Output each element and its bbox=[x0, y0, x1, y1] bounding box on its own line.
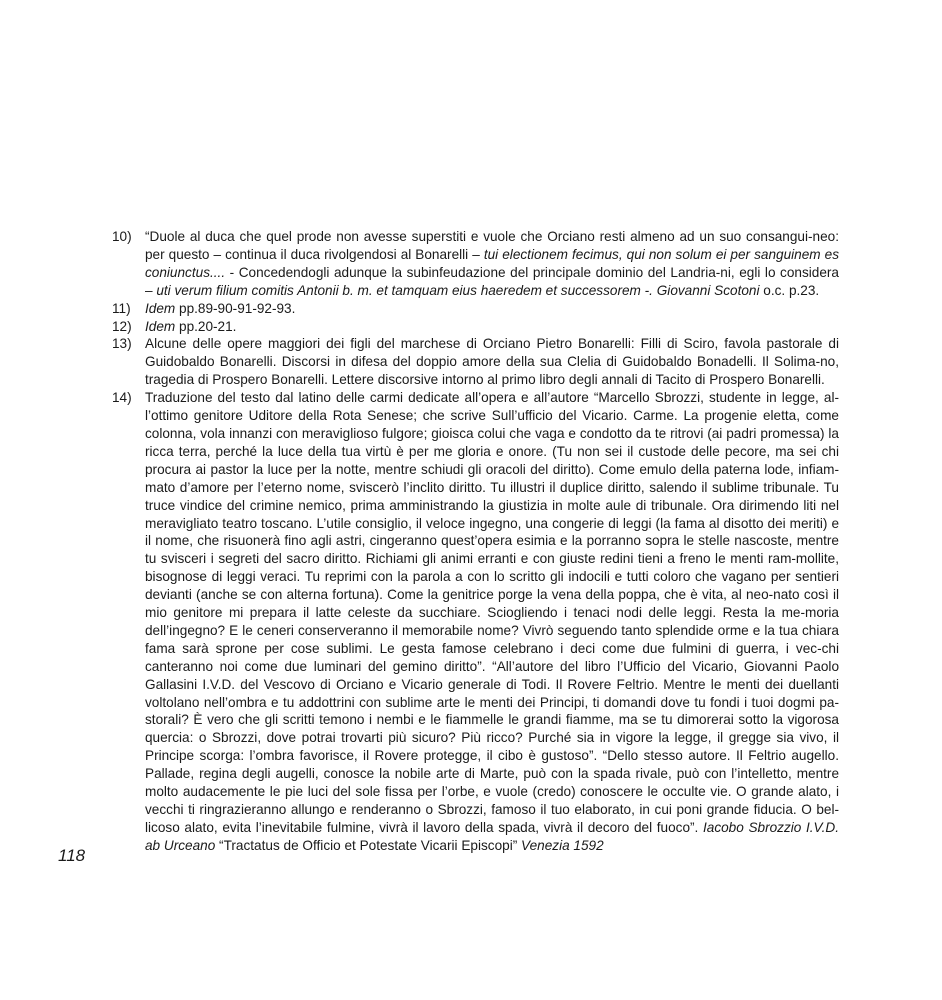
footnote-number: 11) bbox=[112, 300, 131, 316]
text-run: - Concedendogli adunque la subinfeudazione del principale dominio del Landria-ni, egli lo considera – bbox=[145, 264, 839, 298]
footnote-text bbox=[145, 335, 839, 389]
footnote bbox=[112, 389, 839, 855]
footnote-number: 12) bbox=[112, 318, 132, 334]
page-number: 118 bbox=[58, 846, 86, 865]
text-run: “Tractatus de Officio et Potestate Vicarii Episcopi” bbox=[215, 837, 522, 853]
text-run: o.c. p.23. bbox=[759, 282, 820, 298]
footnote-number: 10) bbox=[112, 229, 132, 244]
footnote-text bbox=[145, 228, 839, 300]
italic-run: Venezia 1592 bbox=[521, 837, 604, 853]
italic-run: Iacobo Sbrozzio I.V.D. ab Urceano bbox=[145, 819, 839, 853]
footnote-text bbox=[145, 300, 839, 318]
footnote-text bbox=[145, 389, 839, 855]
footnote-number: 13) bbox=[112, 336, 132, 352]
italic-run: Idem bbox=[145, 300, 176, 316]
text-run: Traduzione del testo dal latino delle carmi dedicate all’opera e all’autore “Marcello Sbrozzi, studente in legge, al-l’ottimo genitore Uditore della Rota Senese; che scrive Sull’ufficio del Vicario. Carme. La progenie eletta, come colonna, vola innanzi con meraviglioso fulgore; gioisca colui che vaga e condotto da te ritrovi (ai padri promessa) la ricca terra, perché la luce della tua virtù è per me gloria e onore. (Tu non sei il custode delle pecore, ma sei chi procura ai pastor la luce per la notte, mentre schiudi gli oracoli del diritto). Come emulo della paterna lode, infiam-mato d’amore per l’eterno nome, sviscerò l’inclito diritto. Tu illustri il duplice diritto, salendo il sublime tribunale. Tu truce vindice del crimine nemico, prima amministrando la giustizia in molte aule di tribunale. Ora dirimendo liti nel meravigliato teatro toscano. L’utile consiglio, il veloce ingegno, una congerie di leggi (la fama al disotto dei meriti) e il nome, che risuonerà fino agli astri, cingeranno quest’opera esimia e la porranno sopra le stelle nascoste, mentre tu svisceri i segreti del sacro diritto. Richiami gli animi erranti e con giuste redini tieni a freno le menti ram-mollite, bisognose di leggi veraci. Tu reprimi con la parola a con lo scritto gli indocili e tutti coloro che vagano per sentieri devianti (anche se con alterna fortuna). Come la genitrice porge la vena della poppa, che è vita, al neo-nato così il mio genitore mi prepara il latte celeste da succhiare. Sciogliendo i tenaci nodi delle leggi. Resta la me-moria dell’ingegno? E le ceneri conserveranno il memorabile nome? Vivrò seguendo tanto splendide orme e la tua chiara fama sarà sprone per cose sublimi. Le gesta famose celebrano i deci come due fulmini di guerra, i vec-chi canteranno noi come due luminari del gemino diritto”. “All’autore del libro l’Ufficio del Vicario, Giovanni Paolo Gallasini I.V.D. del Vescovo di Orciano e Vicario generale di Todi. Il Rovere Feltrio. Mentre le menti dei duellanti voltolano nell’ombra e tu addottrini con sublime arte le menti dei Principi, ti domandi dove tu fondi i tuoi dogmi pa-storali? È vero che gli scritti temono i nembi e le fiammelle le grandi fiamme, ma se tu dimorerai sotto la vigorosa quercia: o Sbrozzi, dove potrai trovarti più sicuro? Più ricco? Purché sia in vigore la legge, il gregge sia vivo, il Principe scorga: l’ombra favorisce, il Rovere protegge, il cibo è gustoso”. “Dello stesso autore. Il Feltrio augello. Pallade, regina degli augelli, conosce la nobile arte di Marte, può con la spada rivale, può con l’intelletto, mentre molto audacemente le pie luci del sole fissa per l’orbe, e vuole (credo) conoscere le occulte vie. O grande alato, i vecchi ti ringrazieranno allungo e renderanno o Sbrozzi, famoso il tuo elaborato, in cui poni grande fiducia. O bel-licoso alato, evita l’inevitabile fulmine, vivrà il lavoro della spada, vivrà il decoro del fuoco”. bbox=[145, 390, 839, 835]
footnote-text bbox=[145, 318, 839, 336]
text-run: “Duole al duca che quel prode non avesse superstiti e vuole che Orciano resti almeno ad un suo consangui-neo: per questo – continua il duca rivolgendosi al Bonarelli – bbox=[145, 229, 839, 262]
footnotes bbox=[112, 228, 839, 855]
text-run: Alcune delle opere maggiori dei figli del marchese di Orciano Pietro Bonarelli: Filli di Sciro, favola pastorale di Guidobaldo Bonarelli. Discorsi in difesa del doppio amore della sua Clelia di Guidobaldo Bonadelli. Il Solima-no, tragedia di Prospero Bonarelli. Lettere discorsive intorno al primo libro degli annali di Tacito di Prospero Bonarelli. bbox=[145, 336, 839, 388]
footnote bbox=[112, 335, 839, 389]
footnote bbox=[112, 318, 839, 336]
footnote bbox=[112, 300, 839, 318]
italic-run: tui electionem fecimus, qui non solum ei per sanguinem es coniunctus.... bbox=[145, 246, 840, 280]
italic-run: Idem bbox=[145, 318, 176, 334]
text-run: pp.89-90-91-92-93. bbox=[175, 300, 296, 316]
footnote bbox=[112, 228, 839, 300]
footnote-number: 14) bbox=[112, 390, 132, 406]
italic-run: uti verum filium comitis Antonii b. m. et tamquam eius haeredem et successorem -. Giovanni Scotoni bbox=[156, 282, 760, 298]
text-run: pp.20-21. bbox=[175, 318, 237, 334]
